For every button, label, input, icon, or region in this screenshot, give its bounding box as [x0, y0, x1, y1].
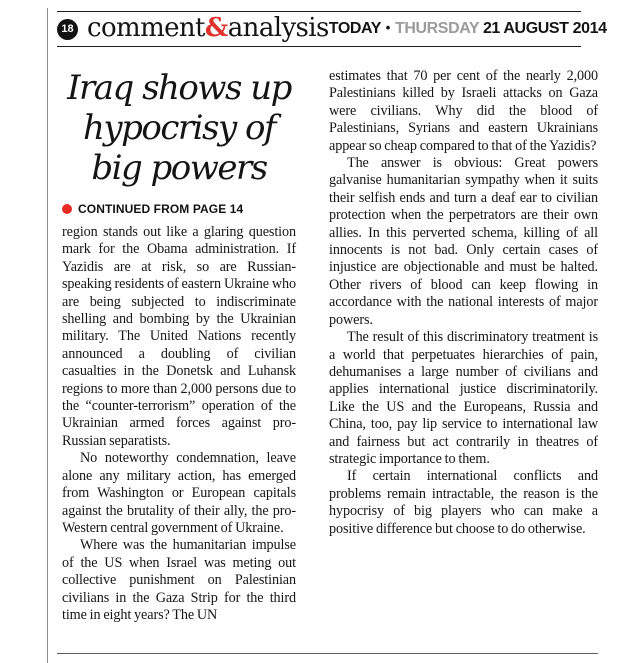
masthead-group: [57, 15, 329, 43]
top-rule: [57, 11, 581, 12]
section-title-part1: comment: [87, 13, 205, 43]
headline-line: hypocrisy of: [82, 108, 276, 148]
paragraph: region stands out like a glaring question mark for the Obama administration. If Yazidis are at risk, so are Russian-speaking residents of eastern Ukraine who are being subjected to indiscriminate shelling and bombing by the Ukrainian military. The United Nations recently announced a doubling of civilian casualties in the Donetsk and Luhansk regions to more than 2,000 persons due to the “counter-terrorism” operation of the Ukrainian armed forces against pro-Russian separatists.: [62, 224, 296, 449]
paragraph: If certain international conflicts and problems remain intractable, the reason is the hypocrisy of big players who can make a positive difference but choose to do otherwise.: [329, 468, 598, 537]
section-title: [87, 15, 329, 43]
paragraph: The answer is obvious: Great powers galvanise humanitarian sympathy when it suits their selfish ends and turn a deaf ear to civilian protection when the perpetrators are their own allies. In this perverted schema, killing of all innocents is not bad. Only certain cases of injustice are objectionable and must be halted. Other rivers of blood can keep flowing in accordance with the national interests of major powers.: [329, 155, 598, 328]
article-body: [62, 58, 598, 653]
paragraph: estimates that 70 per cent of the nearly 2,000 Palestinians killed by Israeli attacks on Gaza were civilians. Why did the blood of Palestinians, Syrians and eastern Ukrainians appear so cheap compared to that of the Yazidis?: [329, 68, 598, 154]
ampersand-accent: &: [204, 13, 228, 43]
brand-name: TODAY: [328, 20, 381, 37]
red-bullet-icon: [62, 204, 72, 214]
column-left: [62, 58, 296, 653]
bullet-separator-icon: •: [385, 20, 390, 35]
page-number-badge: 18: [57, 19, 78, 40]
continued-from-label: CONTINUED FROM PAGE 14: [78, 202, 244, 216]
header-rule: [57, 46, 581, 47]
section-header: [57, 13, 607, 45]
left-margin-rule: [47, 8, 48, 663]
headline-line: big powers: [91, 148, 267, 188]
paragraph: Where was the humanitarian impulse of the US when Israel was meting out collective punishment on Palestinian civilians in the Gaza Strip for the third time in eight years? The UN: [62, 537, 296, 623]
section-title-part2: analysis: [227, 13, 329, 43]
headline-line: Iraq shows up: [67, 68, 291, 108]
continued-from-note: [62, 202, 296, 216]
date-text: 21 AUGUST 2014: [482, 20, 607, 37]
day-of-week: THURSDAY: [394, 20, 479, 37]
column-right: [329, 58, 598, 653]
paragraph: The result of this discriminatory treatment is a world that perpetuates hierarchies of pain, dehumanises a large number of civilians and applies international justice discriminatorily. Like the US and the Europeans, Russia and China, too, pay lip service to international law and fairness but act contrarily in theatres of strategic importance to them.: [329, 329, 598, 467]
bottom-rule: [57, 653, 598, 654]
article-headline: [62, 68, 296, 188]
paragraph: No noteworthy condemnation, leave alone any military action, has emerged from Washington or European capitals against the brutality of their ally, the pro-Western central government of Ukraine.: [62, 450, 296, 536]
dateline: [329, 20, 607, 38]
